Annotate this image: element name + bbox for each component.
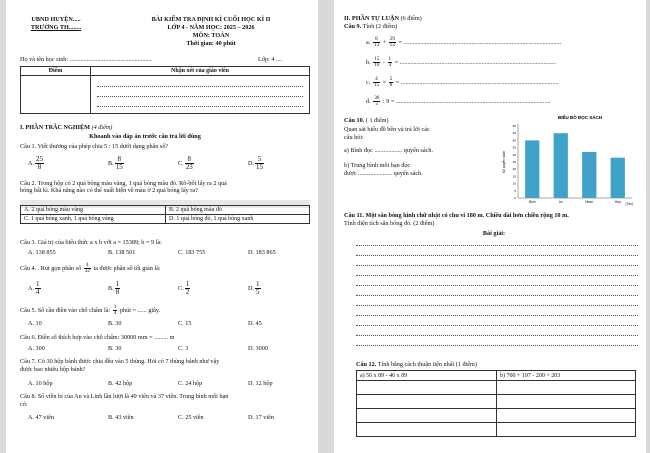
q5-option-a[interactable]: A. 10 <box>28 320 42 327</box>
q12-part-a: a) 56 x 89 - 46 x 89 <box>357 371 497 381</box>
reading-bar-chart <box>500 112 640 208</box>
q2-options-table <box>20 205 310 224</box>
q10-text-2: câu hỏi: <box>344 134 364 141</box>
solution-line[interactable] <box>356 245 638 246</box>
comment-cell[interactable] <box>91 76 310 114</box>
q6-option-b[interactable]: B. 30 <box>108 345 122 352</box>
q2-option-a[interactable]: A. 2 quả bóng màu vàng <box>21 206 166 215</box>
q12-answer-b-3[interactable] <box>497 409 636 423</box>
exam-title: BÀI KIỂM TRA ĐỊNH KÌ CUỐI HỌC KÌ II <box>151 16 271 23</box>
q9-item-a[interactable]: a. $\frac{8}{13}$ + $\frac{29}{13}$ = ...................................................................................................... <box>366 36 562 49</box>
chart-bar <box>582 152 596 198</box>
q10-answer-b-1: b) Trung bình mỗi bạn đọc <box>344 162 411 169</box>
solution-line[interactable] <box>356 345 638 346</box>
q2-text-2: bóng bất kì. Khả năng nào có thể xuất hiện về màu ở 2 quả bóng lấy ra? <box>20 187 198 194</box>
q7-text-1: Câu 7. Có 30 hộp bánh được chia đều vào 5 thùng. Hỏi có 7 thùng bánh như vậy <box>20 358 220 365</box>
q6-text: Câu 6. Điền số thích hợp vào chỗ chấm: 30000 mm = ......... m <box>20 334 175 341</box>
q7-text-2: được bao nhiêu hộp bánh? <box>20 366 86 373</box>
q12-answer-b-1[interactable] <box>497 381 636 395</box>
q9-item-b[interactable]: b. $\frac{15}{16}$ - $\frac{1}{4}$ = ..................................................................................................... <box>366 56 556 69</box>
exam-time: Thời gian: 40 phút <box>186 40 236 47</box>
q6-option-c[interactable]: C. 3 <box>178 345 189 352</box>
q12-answer-b-4[interactable] <box>497 423 636 437</box>
q4-text: Câu 4. . Rút gọn phân số $\frac{4}{32}$ ta được phân số tối giản là: <box>20 262 161 275</box>
q1-option-c[interactable]: C. $\frac{8}{23}$ <box>178 155 193 171</box>
solution-line[interactable] <box>356 295 638 296</box>
exam-subject: MÔN: TOÁN <box>192 32 230 39</box>
solution-line[interactable] <box>356 275 638 276</box>
q5-text: Câu 5. Số cần điền vào chỗ chấm là: $\frac{1}{4}$ phút = ...... giây. <box>20 304 161 317</box>
q5-option-b[interactable]: B. 30 <box>108 320 122 327</box>
chart-bar <box>554 133 568 198</box>
q6-option-a[interactable]: A. 300 <box>28 345 45 352</box>
q11-solution-label: Bài giải: <box>482 230 506 237</box>
q1-option-a[interactable]: A. $\frac{25}{8}$ <box>28 155 44 171</box>
q3-option-b[interactable]: B. 138 501 <box>108 249 136 256</box>
q8-option-d[interactable]: D. 17 viên <box>248 414 274 421</box>
q5-option-c[interactable]: C. 15 <box>178 320 192 327</box>
exam-year: LỚP 4 - NĂM HỌC: 2025 – 2026 <box>167 24 255 31</box>
q3-option-d[interactable]: D. 183 865 <box>248 249 276 256</box>
q9-item-d[interactable]: d. $\frac{36}{5}$ : 9 = .................................................................................................... <box>366 95 551 108</box>
q12-answer-a-4[interactable] <box>357 423 497 437</box>
q2-option-c[interactable]: C. 1 quả bóng xanh, 1 quả bóng vàng <box>21 215 166 224</box>
q12-answer-a-1[interactable] <box>357 381 497 395</box>
chart-ytick-label: 0 <box>514 196 516 200</box>
q3-option-a[interactable]: A. 138 855 <box>28 249 56 256</box>
q11-text-1: Câu 11. Một sân bóng hình chữ nhật có chu vi 180 m. Chiều dài hơn chiều rộng 10 m. <box>344 212 569 219</box>
chart-category-label: Bình <box>528 200 536 204</box>
score-cell[interactable] <box>21 76 91 114</box>
chart-ytick-label: 10 <box>512 181 516 186</box>
q4-option-a[interactable]: A. $\frac{1}{4}$ <box>28 280 40 296</box>
left-page <box>6 0 318 453</box>
school-left-1: UBND HUYỆN..... <box>31 16 81 23</box>
q7-option-d[interactable]: D. 12 hộp <box>248 380 273 387</box>
q12-part-b: b) 700 + 197 - 200 + 203 <box>497 371 636 381</box>
q8-option-a[interactable]: A. 47 viên <box>28 414 54 421</box>
q1-option-b[interactable]: B. $\frac{8}{15}$ <box>108 155 123 171</box>
chart-ytick-label: 20 <box>512 167 516 172</box>
score-table <box>20 66 310 114</box>
q7-option-a[interactable]: A. 10 hộp <box>28 380 53 387</box>
solution-line[interactable] <box>356 325 638 326</box>
q7-option-b[interactable]: B. 42 hộp <box>108 380 133 387</box>
solution-line[interactable] <box>356 305 638 306</box>
q10-answer-a[interactable]: a) Bình đọc .................. quyển sách. <box>344 147 434 154</box>
school-left-2: TRƯỜNG TH........ <box>30 24 82 31</box>
chart-category-label: Nhơn <box>585 200 594 204</box>
solution-line[interactable] <box>356 315 638 316</box>
q1-option-d[interactable]: D. $\frac{5}{15}$ <box>248 155 264 171</box>
q9-item-c[interactable]: c. $\frac{4}{15}$ × $\frac{5}{8}$ = ...................................................................................................... <box>366 76 559 89</box>
chart-ytick-label: 50 <box>512 124 516 128</box>
chart-bar <box>525 140 539 198</box>
chart-ytick-label: 45 <box>512 131 516 136</box>
q5-option-d[interactable]: D. 45 <box>248 320 262 327</box>
q12-answer-b-2[interactable] <box>497 395 636 409</box>
q3-option-c[interactable]: C. 183 755 <box>178 249 206 256</box>
student-name-field[interactable]: Họ và tên học sinh: ..................................................... <box>20 56 152 63</box>
q10-text-1: Quan sát biểu đồ bên và trả lời các <box>344 126 430 133</box>
q12-table <box>356 370 636 437</box>
part2-title: II. PHẦN TỰ LUẬN (6 điểm) <box>344 15 422 22</box>
solution-line[interactable] <box>356 255 638 256</box>
q11-text-2: Tính diện tích sân bóng đó. (2 điểm) <box>344 220 435 227</box>
chart-ytick-label: 40 <box>512 138 516 143</box>
chart-ytick-label: 30 <box>512 152 516 157</box>
q6-option-d[interactable]: D. 3000 <box>248 345 268 352</box>
comment-header: Nhận xét của giáo viên <box>91 67 310 76</box>
solution-line[interactable] <box>356 335 638 336</box>
chart-ytick-label: 5 <box>514 188 516 193</box>
part1-instruction: Khoanh vào đáp án trước câu trả lời đúng <box>89 133 201 140</box>
q12-answer-a-3[interactable] <box>357 409 497 423</box>
chart-title: BIỂU ĐỒ ĐỌC SÁCH <box>557 115 603 120</box>
q3-text: Câu 3. Giá trị của biểu thức a x b với a = 15389; b = 9 là: <box>20 239 162 246</box>
q2-text-1: Câu 2. Trong hộp có 2 quả bóng màu vàng, 1 quả bóng màu đỏ. Rô-bốt lấy ra 2 quả <box>20 180 227 187</box>
chart-category-label: An <box>558 200 563 204</box>
class-field[interactable]: Lớp: 4 .... <box>258 56 283 63</box>
solution-line[interactable] <box>356 285 638 286</box>
q10-answer-b-2[interactable]: được ...................... quyển sách. <box>344 170 423 177</box>
q12-title: Câu 12. Tính bằng cách thuận tiện nhất (1 điểm) <box>356 361 477 368</box>
q2-option-b[interactable]: B. 2 quả bóng màu đỏ <box>166 206 310 215</box>
chart-bar <box>611 158 625 198</box>
q9-title: Câu 9. Tính (2 điểm) <box>344 23 398 30</box>
q1-text: Câu 1. Viết thương của phép chia 5 : 15 dưới dạng phân số? <box>20 143 169 150</box>
right-page <box>334 0 646 453</box>
solution-line[interactable] <box>356 265 638 266</box>
q4-option-b[interactable]: B. $\frac{1}{8}$ <box>108 280 120 296</box>
chart-ylabel: Số quyển sách <box>502 150 506 174</box>
q4-option-d[interactable]: D. $\frac{1}{5}$ <box>248 280 260 296</box>
q8-option-b[interactable]: B. 43 viên <box>108 414 134 421</box>
q12-answer-a-2[interactable] <box>357 395 497 409</box>
chart-ytick-label: 25 <box>512 160 516 164</box>
q8-text-2: có: <box>20 401 28 408</box>
q8-option-c[interactable]: C. 25 viên <box>178 414 204 421</box>
chart-category-label: Hòa <box>614 200 621 204</box>
chart-xlabel: (Tên) <box>625 202 633 206</box>
q2-option-d[interactable]: D. 1 quả bóng đỏ, 1 quả bóng xanh <box>166 215 310 224</box>
chart-ytick-label: 15 <box>512 174 516 179</box>
q4-option-c[interactable]: C. $\frac{1}{2}$ <box>178 280 190 296</box>
chart-ytick-label: 35 <box>512 145 516 150</box>
score-header: Điểm <box>21 67 91 76</box>
part1-title: I. PHẦN TRẮC NGHIỆM (4 điểm) <box>20 124 113 131</box>
q7-option-c[interactable]: C. 24 hộp <box>178 380 203 387</box>
q10-title: Câu 10. ( 1 điểm) <box>344 117 389 124</box>
q8-text-1: Câu 8. Số viên bi của An và Linh lần lượt là 49 viên và 37 viên. Trung bình mỗi bạn <box>20 393 229 400</box>
